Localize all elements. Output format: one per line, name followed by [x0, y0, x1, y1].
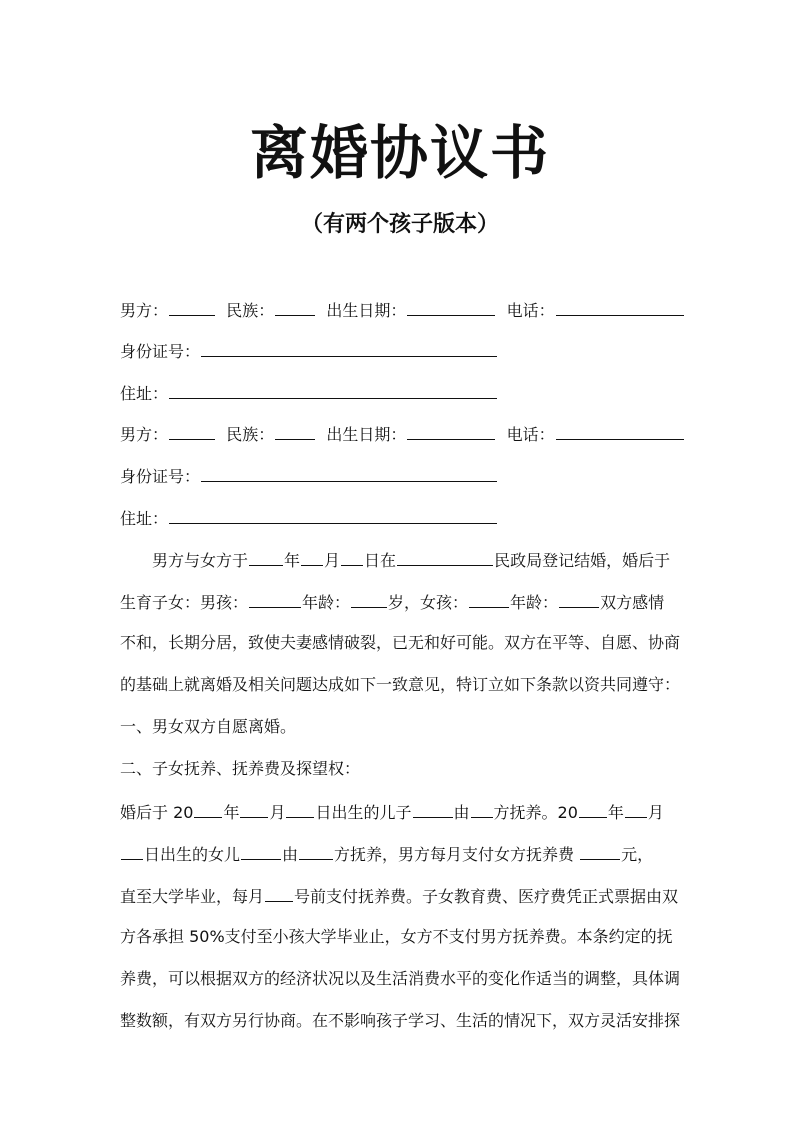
- bureau-blank: [397, 547, 493, 566]
- document-subtitle: （有两个孩子版本）: [300, 212, 499, 237]
- day-blank: [341, 547, 363, 566]
- custody-line-4: 方各承担 50%支付至小孩大学毕业止，女方不支付男方抚养费。本条约定的抚: [120, 927, 673, 946]
- address-label: 住址：: [120, 509, 169, 528]
- custody-line-5: 养费，可以根据双方的经济状况以及生活消费水平的变化作适当的调整，具体调: [120, 969, 681, 988]
- text: 男方与女方于: [152, 551, 249, 570]
- phone-label: 电话：: [506, 425, 555, 444]
- text: 由: [282, 845, 299, 864]
- amount-blank: [580, 841, 620, 860]
- gender-blank: [169, 297, 215, 316]
- text: 由: [453, 803, 470, 822]
- text: 年龄：: [510, 593, 559, 612]
- phone-label: 电话：: [506, 301, 555, 320]
- month-blank: [240, 799, 268, 818]
- month-blank: [625, 799, 647, 818]
- id-blank: [201, 338, 497, 357]
- id-blank: [201, 463, 497, 482]
- address-blank: [169, 505, 497, 524]
- text: 年: [223, 803, 240, 822]
- party-blank: [471, 799, 493, 818]
- ethnicity-blank: [275, 421, 315, 440]
- text: 生育子女：男孩：: [120, 593, 249, 612]
- text: 日在: [364, 551, 397, 570]
- custody-line-3: [120, 883, 678, 909]
- year-blank: [579, 799, 607, 818]
- year-blank: [194, 799, 222, 818]
- text: 日出生的儿子: [315, 803, 412, 822]
- party1-id-line: [120, 338, 498, 364]
- text: 双方感情: [600, 593, 665, 612]
- party2-id-line: [120, 463, 498, 489]
- dob-blank: [407, 421, 495, 440]
- party-blank: [299, 841, 333, 860]
- dob-label: 出生日期：: [326, 425, 407, 444]
- name-blank: [413, 799, 453, 818]
- phone-blank: [556, 297, 684, 316]
- month-blank: [301, 547, 323, 566]
- age-blank: [351, 589, 387, 608]
- ethnicity-label: 民族：: [226, 301, 275, 320]
- custody-line-6: 整数额，有双方另行协商。在不影响孩子学习、生活的情况下，双方灵活安排探: [120, 1011, 681, 1030]
- ethnicity-blank: [275, 297, 315, 316]
- phone-blank: [556, 421, 684, 440]
- text: 民政局登记结婚，婚后于: [494, 551, 671, 570]
- gender-label: 男方：: [120, 425, 169, 444]
- party2-address-line: [120, 505, 498, 531]
- day-blank: [286, 799, 314, 818]
- text: 方抚养。20: [493, 803, 578, 822]
- clause-1: 一、男女双方自愿离婚。: [120, 717, 297, 736]
- text: 月: [324, 551, 341, 570]
- gender-blank: [169, 421, 215, 440]
- text: 年龄：: [302, 593, 351, 612]
- document-title: 离婚协议书: [249, 119, 550, 187]
- text: 月: [647, 803, 664, 822]
- intro-line-2: [120, 589, 664, 615]
- age-blank: [559, 589, 599, 608]
- name-blank: [241, 841, 281, 860]
- text: 直至大学毕业，每月: [120, 887, 265, 906]
- text: 婚后于 20: [120, 803, 194, 822]
- custody-line-2: [120, 841, 653, 867]
- party1-address-line: [120, 380, 498, 406]
- text: 年: [607, 803, 624, 822]
- text: 方抚养，男方每月支付女方抚养费: [334, 845, 580, 864]
- custody-line-1: [120, 799, 664, 825]
- text: 号前支付抚养费。子女教育费、医疗费凭正式票据由双: [294, 887, 679, 906]
- dob-blank: [407, 297, 495, 316]
- party2-info-line: [120, 421, 685, 447]
- party1-info-line: [120, 297, 685, 323]
- text: 岁，女孩：: [388, 593, 469, 612]
- dob-label: 出生日期：: [326, 301, 407, 320]
- text: 月: [269, 803, 286, 822]
- intro-line-1: [152, 547, 670, 573]
- ethnicity-label: 民族：: [226, 425, 275, 444]
- intro-line-4: 的基础上就离婚及相关问题达成如下一致意见，特订立如下条款以资共同遵守：: [120, 675, 681, 694]
- address-label: 住址：: [120, 384, 169, 403]
- address-blank: [169, 380, 497, 399]
- girl-blank: [469, 589, 509, 608]
- clause-2: 二、子女抚养、抚养费及探望权：: [120, 759, 361, 778]
- id-label: 身份证号：: [120, 342, 201, 361]
- year-blank: [249, 547, 283, 566]
- day-blank: [265, 883, 293, 902]
- text: 日出生的女儿: [144, 845, 241, 864]
- intro-line-3: 不和，长期分居，致使夫妻感情破裂，已无和好可能。双方在平等、自愿、协商: [120, 633, 681, 652]
- day-blank: [121, 841, 143, 860]
- id-label: 身份证号：: [120, 467, 201, 486]
- gender-label: 男方：: [120, 301, 169, 320]
- text: 年: [284, 551, 301, 570]
- text: 元，: [621, 845, 654, 864]
- boy-blank: [249, 589, 301, 608]
